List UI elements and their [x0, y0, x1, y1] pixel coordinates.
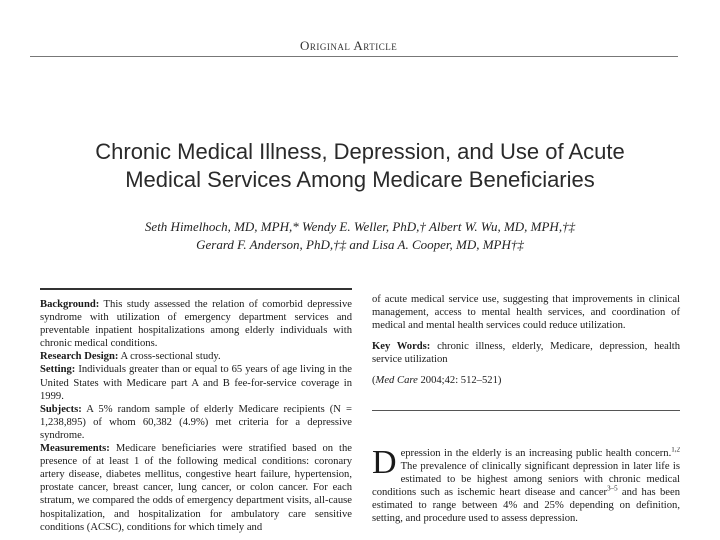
citation-journal: Med Care [375, 375, 418, 387]
setting-text: Individuals greater than or equal to 65 years of age living in the United States with Medicare part A and B fee-for-service coverage in 1999. [40, 364, 352, 402]
measurements-label: Measurements: [40, 443, 110, 455]
measurements-text: Medicare beneficiaries were stratified based on the presence of at least 1 of the following medical conditions: coronary artery disease, diabetes mellitus, congestive heart failure, hypertension, prostate cancer, breast cancer, lung cancer, or colon cancer. For each stratum, we compared the odds of emergency department visits, all-cause hospitalization, and hospitalization for ambulatory care sensitive conditions (ACSC), conditions for which timely and [40, 443, 352, 533]
title-line-2: Medical Services Among Medicare Beneficiaries [125, 167, 595, 192]
body-text-part-2: The prevalence of clinically significant depression in later life is estimated to be highest among seniors with chronic medical conditions such as ischemic heart disease and cancer [372, 461, 680, 499]
keywords-label: Key Words: [372, 341, 431, 353]
design-text: A cross-sectional study. [120, 351, 221, 363]
abstract-setting [40, 363, 352, 402]
abstract-rule [40, 288, 352, 290]
subjects-text: A 5% random sample of elderly Medicare recipients (N = 1,238,895) of whom 60,382 (4.9%) met criteria for a depressive syndrome. [40, 403, 352, 441]
header-rule [30, 56, 678, 57]
article-title [40, 138, 680, 194]
abstract-right-column [372, 293, 680, 388]
reference-2: 3–5 [607, 484, 618, 493]
setting-label: Setting: [40, 364, 76, 376]
background-text: This study assessed the relation of comorbid depressive syndrome with utilization of emergency department services and preventable inpatient hospitalizations among elderly individuals with chronic medical conditions. [40, 299, 352, 350]
design-label: Research Design: [40, 351, 119, 363]
abstract-end-rule [372, 410, 680, 411]
subjects-label: Subjects: [40, 403, 82, 415]
citation: (Med Care 2004;42: 512–521) [372, 375, 502, 387]
abstract-conclusion-continued: of acute medical service use, suggesting that improvements in clinical management, access to mental health services, and coordination of medical and mental health services could reduce utilization. [372, 294, 680, 332]
abstract-background [40, 298, 352, 350]
author-list [40, 218, 680, 254]
drop-cap: D [372, 447, 397, 481]
abstract-left-column [40, 298, 352, 534]
body-text-part-3: and has been estimated to range between 4% and 25% depending on definition, setting, and procedure used to assess depression. [372, 487, 680, 525]
authors-line-1: Seth Himelhoch, MD, MPH,* Wendy E. Weller, PhD,† Albert W. Wu, MD, MPH,†‡ [144, 219, 576, 234]
abstract-measurements [40, 442, 352, 534]
abstract-design [40, 350, 352, 363]
citation-details: 2004;42: 512–521) [420, 375, 502, 387]
background-label: Background: [40, 299, 100, 310]
reference-1: 1,2 [671, 447, 680, 454]
section-label: Original Article [300, 38, 398, 53]
title-line-1: Chronic Medical Illness, Depression, and Use of Acute [95, 139, 625, 164]
body-text-part-1: epression in the elderly is an increasing public health concern. [400, 448, 672, 459]
keywords-text: chronic illness, elderly, Medicare, depression, health service utilization [372, 341, 681, 366]
keywords [372, 340, 680, 366]
authors-line-2: Gerard F. Anderson, PhD,†‡ and Lisa A. Cooper, MD, MPH†‡ [196, 237, 524, 252]
body-intro-paragraph [372, 447, 680, 540]
abstract-subjects [40, 403, 352, 442]
